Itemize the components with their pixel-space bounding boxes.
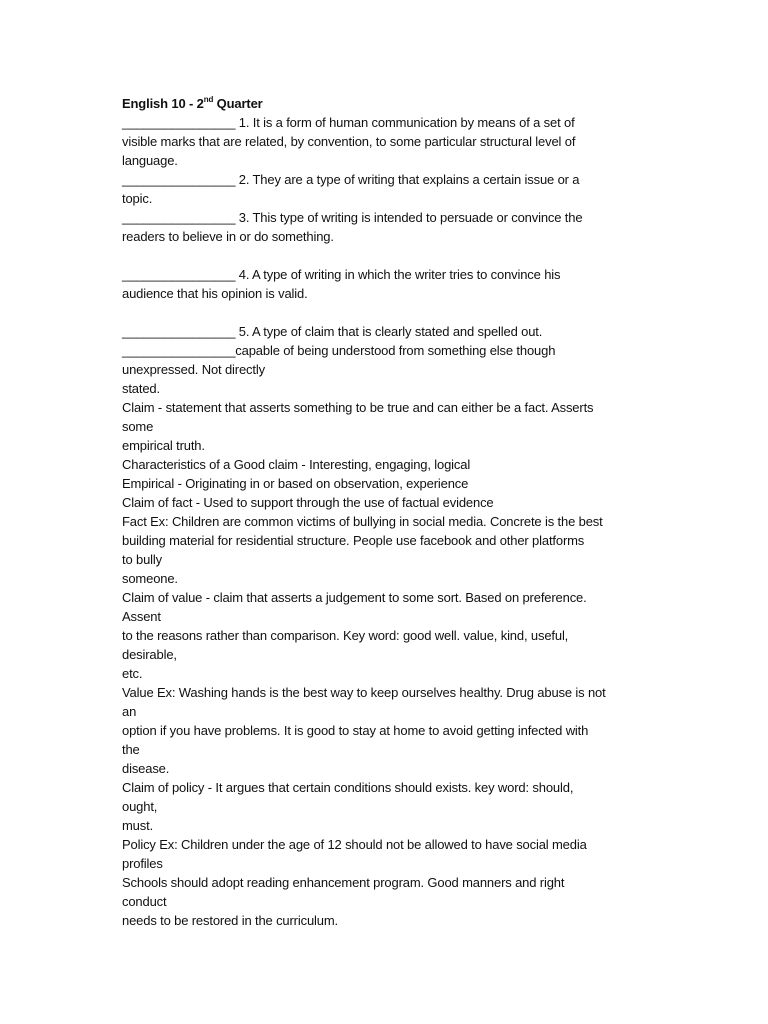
text-line: language. <box>122 153 178 168</box>
text-line: ________________ 5. A type of claim that is clearly stated and spelled out. <box>122 324 543 339</box>
text-line: Claim of value - claim that asserts a judgement to some sort. Based on preference. <box>122 590 587 605</box>
text-line: empirical truth. <box>122 438 205 453</box>
text-line: Schools should adopt reading enhancement program. Good manners and right <box>122 875 565 890</box>
text-line: Empirical - Originating in or based on observation, experience <box>122 476 469 491</box>
text-line: ________________capable of being understood from something else though <box>122 343 556 358</box>
blank-line <box>122 246 647 265</box>
title-superscript: nd <box>203 94 214 104</box>
text-line: Claim of policy - It argues that certain conditions should exists. key word: should, <box>122 780 574 795</box>
text-line: must. <box>122 818 154 833</box>
text-line: someone. <box>122 571 178 586</box>
text-line: building material for residential structure. People use facebook and other platforms <box>122 533 585 548</box>
text-line: etc. <box>122 666 143 681</box>
text-line: option if you have problems. It is good to stay at home to avoid getting infected with <box>122 723 589 738</box>
text-line: Claim - statement that asserts something to be true and can either be a fact. Asserts <box>122 400 594 415</box>
text-line: Assent <box>122 609 161 624</box>
blank-line <box>122 303 647 322</box>
text-line: Characteristics of a Good claim - Interesting, engaging, logical <box>122 457 471 472</box>
text-line: profiles <box>122 856 163 871</box>
title-prefix: English 10 - 2 <box>122 96 204 111</box>
text-line: to the reasons rather than comparison. Key word: good well. value, kind, useful, <box>122 628 569 643</box>
text-line: Value Ex: Washing hands is the best way to keep ourselves healthy. Drug abuse is not <box>122 685 606 700</box>
title-suffix: Quarter <box>213 96 263 111</box>
text-line: Fact Ex: Children are common victims of bullying in social media. Concrete is the best <box>122 514 603 529</box>
text-line: visible marks that are related, by convention, to some particular structural level of <box>122 134 576 149</box>
text-line: ________________ 2. They are a type of writing that explains a certain issue or a <box>122 172 580 187</box>
text-line: Claim of fact - Used to support through the use of factual evidence <box>122 495 494 510</box>
text-line: Policy Ex: Children under the age of 12 should not be allowed to have social media <box>122 837 587 852</box>
document-body <box>122 113 647 930</box>
text-line: audience that his opinion is valid. <box>122 286 308 301</box>
text-line: topic. <box>122 191 153 206</box>
text-line: the <box>122 742 140 757</box>
text-line: readers to believe in or do something. <box>122 229 334 244</box>
text-line: an <box>122 704 137 719</box>
text-line: desirable, <box>122 647 177 662</box>
document-page <box>122 94 647 930</box>
text-line: needs to be restored in the curriculum. <box>122 913 338 928</box>
text-line: to bully <box>122 552 162 567</box>
text-line: ________________ 4. A type of writing in which the writer tries to convince his <box>122 267 561 282</box>
document-title <box>122 94 647 113</box>
text-line: stated. <box>122 381 160 396</box>
text-line: ought, <box>122 799 158 814</box>
text-line: unexpressed. Not directly <box>122 362 265 377</box>
text-line: conduct <box>122 894 167 909</box>
text-line: ________________ 3. This type of writing is intended to persuade or convince the <box>122 210 583 225</box>
text-line: disease. <box>122 761 170 776</box>
text-line: some <box>122 419 154 434</box>
text-line: ________________ 1. It is a form of human communication by means of a set of <box>122 115 575 130</box>
